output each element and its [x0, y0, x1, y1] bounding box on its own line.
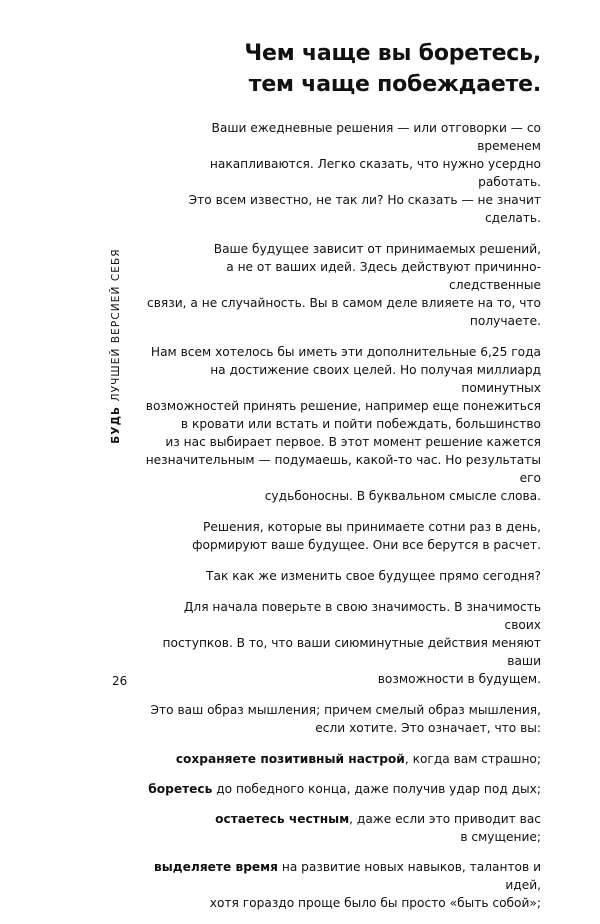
list-item-text-continued: хотя гораздо проще было бы просто «быть собой»; [209, 896, 541, 910]
paragraph-7 [145, 701, 541, 737]
page-content [145, 38, 541, 924]
paragraph-line: Ваши ежедневные решения — или отговорки — со временем [211, 121, 541, 153]
page-number: 26 [112, 674, 128, 688]
list-item-text: , даже если это приводит вас [349, 812, 541, 826]
list-item-bold: остаетесь честным [215, 812, 350, 826]
paragraph-line: возможности в будущем. [377, 672, 541, 686]
list-item-text: на развитие новых навыков, талантов и идей, [277, 860, 541, 892]
paragraph-5 [145, 567, 541, 585]
paragraph-line: поступков. В то, что ваши сиюминутные действия меняют ваши [162, 636, 541, 668]
paragraph-6 [145, 598, 541, 688]
paragraph-line: Так как же изменить свое будущее прямо сегодня? [206, 569, 541, 583]
paragraph-line: Это всем известно, не так ли? Но сказать — не значит сделать. [188, 193, 541, 225]
list-item-text-continued: в смущение; [460, 830, 541, 844]
paragraph-line: Для начала поверьте в свою значимость. В значимость своих [183, 600, 541, 632]
paragraph-line: в кровати или встать и пойти побеждать, большинство [180, 417, 541, 431]
list-item-3 [145, 810, 541, 846]
list-item-bold: сохраняете позитивный настрой [175, 752, 405, 766]
list-item-4 [145, 858, 541, 912]
body-text [145, 119, 541, 912]
paragraph-3 [145, 343, 541, 505]
running-header [104, 56, 128, 616]
list-item-text: до победного конца, даже получив удар под дых; [212, 782, 541, 796]
paragraph-line: связи, а не случайность. Вы в самом деле влияете на то, что [147, 296, 541, 310]
paragraph-line: Решения, которые вы принимаете сотни раз в день, [203, 520, 541, 534]
paragraph-line: Ваше будущее зависит от принимаемых решений, [213, 242, 541, 256]
paragraph-line: формируют ваше будущее. Они все берутся в расчет. [192, 538, 541, 552]
running-header-bold: БУДЬ [110, 405, 122, 444]
running-header-title: ЛУЧШЕЙ ВЕРСИЕЙ СЕБЯ [110, 248, 122, 402]
list-item-bold: выделяете время [154, 860, 278, 874]
page-title-line-1: Чем чаще вы боретесь, [244, 41, 541, 66]
page-title-line-2: тем чаще побеждаете. [248, 72, 541, 97]
paragraph-line: Это ваш образ мышления; причем смелый образ мышления, [150, 703, 541, 717]
list-item-text: , когда вам страшно; [404, 752, 541, 766]
paragraph-1 [145, 119, 541, 227]
paragraph-line: если хотите. Это означает, что вы: [315, 721, 541, 735]
running-header-text [110, 111, 122, 581]
paragraph-4 [145, 518, 541, 554]
list-item-bold: боретесь [148, 782, 213, 796]
paragraph-line: незначительным — подумаешь, какой-то час. Но результаты его [145, 453, 541, 485]
paragraph-line: на достижение своих целей. Но получая миллиард поминутных [210, 363, 541, 395]
paragraph-2 [145, 240, 541, 330]
paragraph-line: из нас выбирает первое. В этот момент решение кажется [165, 435, 541, 449]
list-item-1 [145, 750, 541, 768]
paragraph-line: Нам всем хотелось бы иметь эти дополнительные 6,25 года [150, 345, 541, 359]
paragraph-line: судьбоносны. В буквальном смысле слова. [264, 489, 541, 503]
paragraph-line: получаете. [469, 314, 541, 328]
page-title [145, 38, 541, 100]
paragraph-line: накапливаются. Легко сказать, что нужно усердно работать. [209, 157, 541, 189]
paragraph-line: возможностей принять решение, например еще понежиться [145, 399, 541, 413]
paragraph-line: а не от ваших идей. Здесь действуют причинно-следственные [226, 260, 541, 292]
list-item-2 [145, 780, 541, 798]
